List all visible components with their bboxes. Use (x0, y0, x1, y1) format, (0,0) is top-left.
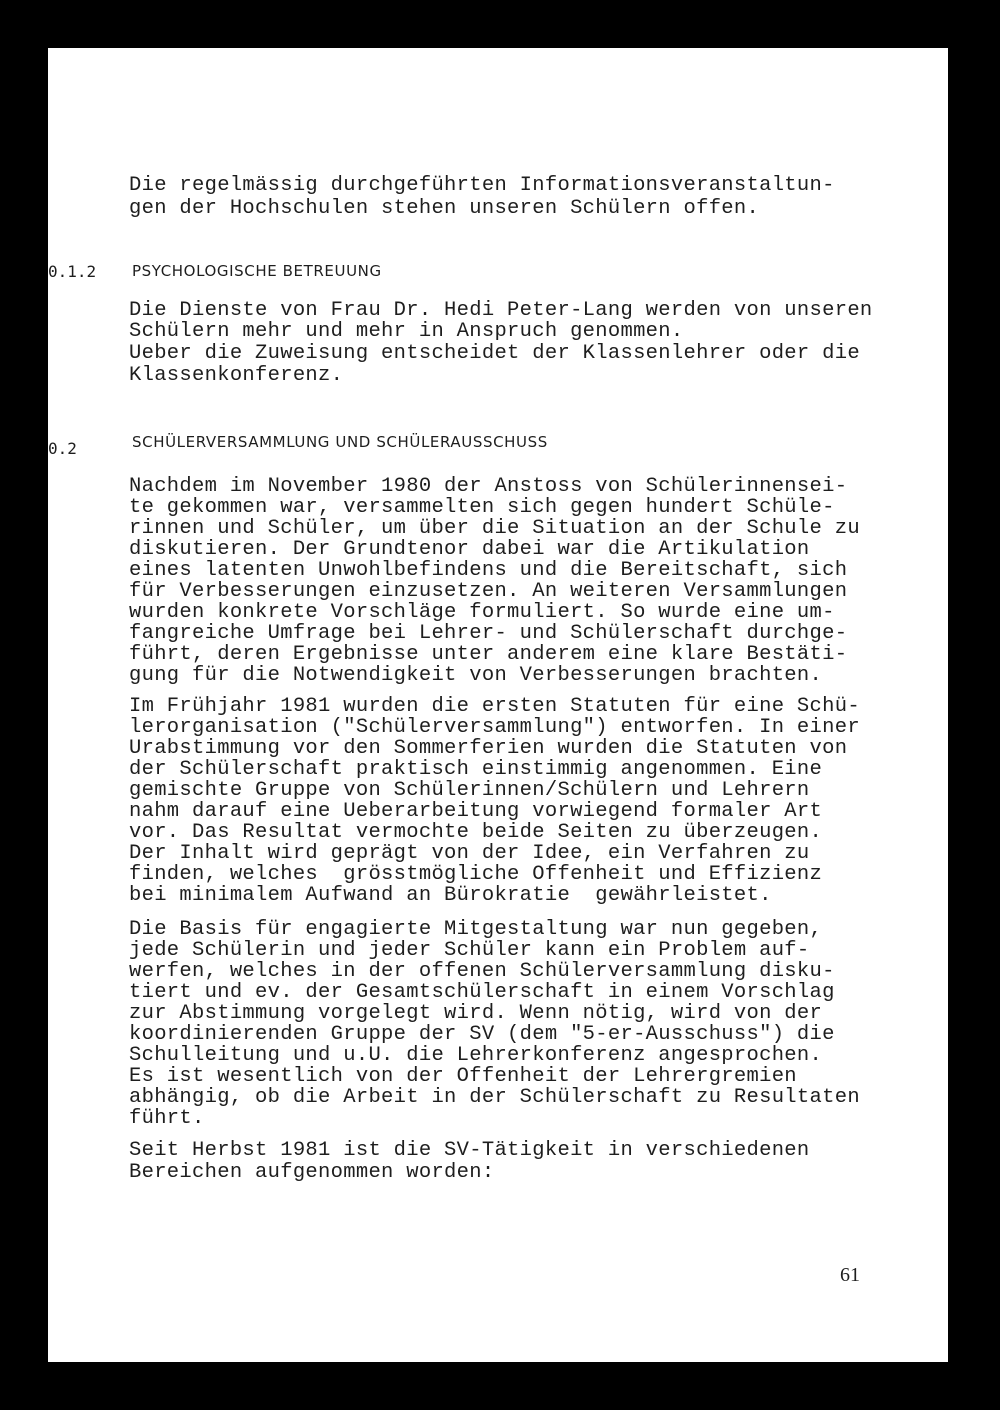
text-line: Urabstimmung vor den Sommerferien wurden die Statuten von (129, 737, 848, 760)
text-line: te gekommen war, versammelten sich gegen hundert Schüle- (129, 496, 835, 519)
text-line: koordinierenden Gruppe der SV (dem "5-er-Ausschuss") die (129, 1023, 835, 1046)
text-line: lerorganisation ("Schülerversammlung") entworfen. In einer (129, 716, 860, 739)
text-line: Schulleitung und u.U. die Lehrerkonferenz angesprochen. (129, 1044, 823, 1067)
text-line: werfen, welches in der offenen Schülerversammlung disku- (129, 960, 835, 983)
text-line: Nachdem im November 1980 der Anstoss von Schülerinnensei- (129, 475, 848, 498)
text-line: Die Dienste von Frau Dr. Hedi Peter-Lang werden von unseren (129, 299, 873, 322)
text-line: jede Schülerin und jeder Schüler kann ein Problem auf- (129, 939, 810, 962)
text-line: der Schülerschaft praktisch einstimmig angenommen. Eine (129, 758, 823, 781)
text-line: Ueber die Zuweisung entscheidet der Klassenlehrer oder die (129, 342, 860, 365)
text-line: gemischte Gruppe von Schülerinnen/Schülern und Lehrern (129, 779, 810, 802)
text-line: für Verbesserungen einzusetzen. An weiteren Versammlungen (129, 580, 848, 603)
text-line: Bereichen aufgenommen worden: (129, 1161, 495, 1184)
section-number: 0.2 (48, 439, 77, 458)
text-line: vor. Das Resultat vermochte beide Seiten zu überzeugen. (129, 821, 823, 844)
text-line: tiert und ev. der Gesamtschülerschaft in einem Vorschlag (129, 981, 835, 1004)
text-line: Der Inhalt wird geprägt von der Idee, ein Verfahren zu (129, 842, 810, 865)
text-line: gung für die Notwendigkeit von Verbesserungen brachten. (129, 664, 823, 687)
text-line: diskutieren. Der Grundtenor dabei war die Artikulation (129, 538, 810, 561)
text-line: finden, welches grösstmögliche Offenheit und Effizienz (129, 863, 823, 886)
text-line: nahm darauf eine Ueberarbeitung vorwiegend formaler Art (129, 800, 823, 823)
text-line: eines latenten Unwohlbefindens und die Bereitschaft, sich (129, 559, 848, 582)
text-line: zur Abstimmung vorgelegt wird. Wenn nötig, wird von der (129, 1002, 823, 1025)
text-line: Die Basis für engagierte Mitgestaltung war nun gegeben, (129, 918, 823, 941)
text-line: führt. (129, 1107, 205, 1130)
document-page (48, 48, 948, 1362)
text-line: Es ist wesentlich von der Offenheit der Lehrergremien (129, 1065, 797, 1088)
text-line: gen der Hochschulen stehen unseren Schülern offen. (129, 197, 760, 220)
text-line: bei minimalem Aufwand an Bürokratie gewährleistet. (129, 884, 772, 907)
section-number: 0.1.2 (48, 262, 97, 281)
text-line: rinnen und Schüler, um über die Situation an der Schule zu (129, 517, 860, 540)
text-line: Klassenkonferenz. (129, 364, 344, 387)
text-line: wurden konkrete Vorschläge formuliert. So wurde eine um- (129, 601, 835, 624)
text-line: abhängig, ob die Arbeit in der Schülerschaft zu Resultaten (129, 1086, 860, 1109)
text-line: führt, deren Ergebnisse unter anderem eine klare Bestäti- (129, 643, 848, 666)
text-line: Schülern mehr und mehr in Anspruch genommen. (129, 320, 684, 343)
text-line: Die regelmässig durchgeführten Informationsveranstaltun- (129, 174, 835, 197)
text-line: Im Frühjahr 1981 wurden die ersten Statuten für eine Schü- (129, 695, 860, 718)
page-number: 61 (840, 1264, 860, 1286)
text-line: fangreiche Umfrage bei Lehrer- und Schülerschaft durchge- (129, 622, 848, 645)
section-heading: PSYCHOLOGISCHE BETREUUNG (132, 262, 382, 280)
text-line: Seit Herbst 1981 ist die SV-Tätigkeit in verschiedenen (129, 1139, 810, 1162)
section-heading: SCHÜLERVERSAMMLUNG UND SCHÜLERAUSSCHUSS (132, 433, 548, 451)
